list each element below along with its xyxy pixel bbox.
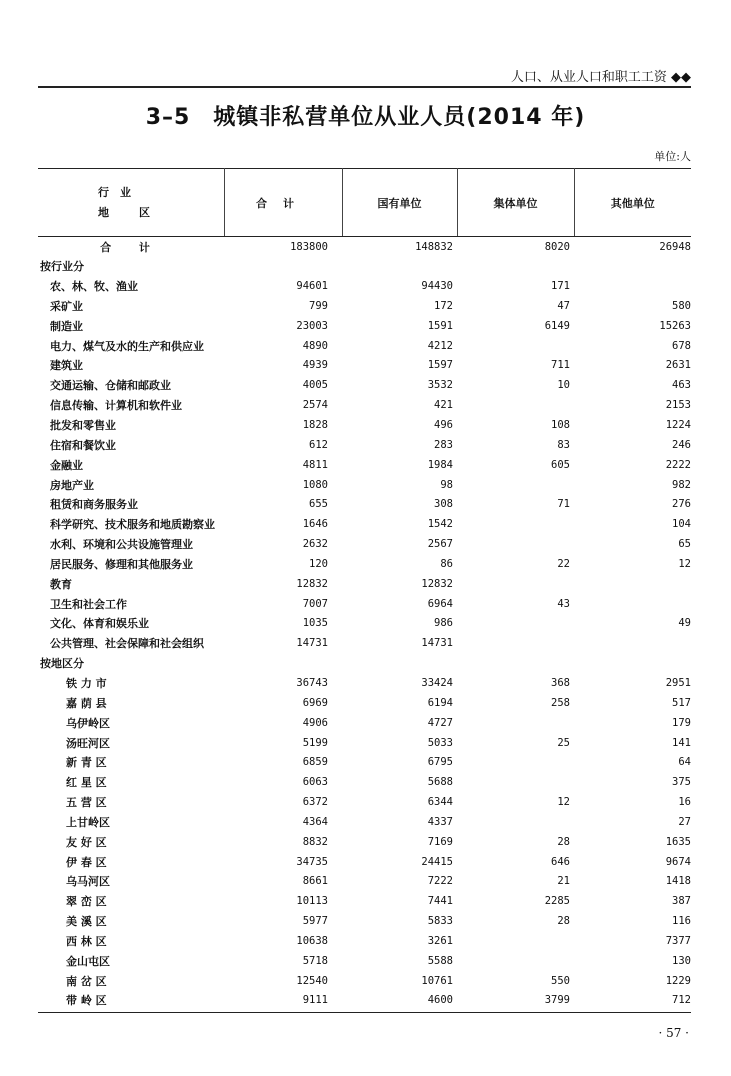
cell-total: 1035 xyxy=(302,617,328,630)
chapter-header: 人口、从业人口和职工工资 ◆◆ xyxy=(510,70,691,85)
row-label: 新 青 区 xyxy=(66,756,107,770)
cell-collective: 258 xyxy=(551,696,570,709)
cell-state: 6964 xyxy=(427,597,453,610)
cell-collective xyxy=(457,514,574,534)
row-label: 建筑业 xyxy=(50,359,83,373)
cell-total: 7007 xyxy=(302,597,328,610)
cell-collective xyxy=(457,772,574,792)
cell-total: 183800 xyxy=(290,240,328,253)
table-row xyxy=(38,256,691,276)
table-row xyxy=(38,653,691,673)
cell-state: 7222 xyxy=(427,875,453,888)
row-label: 五 营 区 xyxy=(66,796,107,810)
cell-total: 12832 xyxy=(296,577,328,590)
cell-collective: 21 xyxy=(557,875,570,888)
cell-collective xyxy=(457,812,574,832)
cell-collective: 171 xyxy=(551,280,570,293)
table-row xyxy=(38,514,691,534)
row-label: 乌伊岭区 xyxy=(66,716,110,730)
row-label: 水利、环境和公共设施管理业 xyxy=(50,538,193,552)
cell-state: 5033 xyxy=(427,736,453,749)
employment-table xyxy=(38,168,691,1010)
cell-state: 6795 xyxy=(427,756,453,769)
cell-total: 6969 xyxy=(302,696,328,709)
cell-collective: 28 xyxy=(557,915,570,928)
cell-total: 9111 xyxy=(302,994,328,1007)
cell-total: 10113 xyxy=(296,895,328,908)
cell-collective xyxy=(457,752,574,772)
row-label: 按地区分 xyxy=(40,657,84,671)
cell-other: 1635 xyxy=(665,835,691,848)
table-row xyxy=(38,494,691,514)
cell-total: 4364 xyxy=(302,815,328,828)
cell-state: 3261 xyxy=(427,934,453,947)
table-row xyxy=(38,713,691,733)
cell-collective: 3799 xyxy=(544,994,570,1007)
row-label: 批发和零售业 xyxy=(50,419,116,433)
cell-other: 130 xyxy=(672,954,691,967)
table-row xyxy=(38,733,691,753)
cell-collective: 368 xyxy=(551,676,570,689)
cell-state: 1591 xyxy=(427,319,453,332)
table-row xyxy=(38,931,691,951)
cell-collective: 550 xyxy=(551,974,570,987)
cell-other: 580 xyxy=(672,299,691,312)
cell-other: 26948 xyxy=(659,240,691,253)
row-label: 居民服务、修理和其他服务业 xyxy=(50,557,193,571)
cell-state: 5688 xyxy=(427,776,453,789)
cell-collective: 12 xyxy=(557,796,570,809)
row-label: 翠 峦 区 xyxy=(66,895,107,909)
cell-other: 12 xyxy=(678,557,691,570)
table-row xyxy=(38,693,691,713)
row-label: 按行业分 xyxy=(40,260,84,274)
cell-collective xyxy=(457,574,574,594)
table-row xyxy=(38,852,691,872)
cell-state: 5833 xyxy=(427,915,453,928)
table-row xyxy=(38,574,691,594)
page-number: · 57 · xyxy=(658,1026,689,1040)
cell-state: 283 xyxy=(434,438,453,451)
cell-collective xyxy=(457,534,574,554)
cell-state: 4727 xyxy=(427,716,453,729)
cell-total: 8661 xyxy=(302,875,328,888)
row-label: 合 计 xyxy=(100,240,162,254)
cell-state: 10761 xyxy=(421,974,453,987)
table-row xyxy=(38,633,691,653)
column-header-collective: 集体单位 xyxy=(457,169,574,237)
cell-total: 4811 xyxy=(302,458,328,471)
row-label: 红 星 区 xyxy=(66,776,107,790)
cell-state: 496 xyxy=(434,419,453,432)
cell-state: 86 xyxy=(440,557,453,570)
cell-other: 246 xyxy=(672,438,691,451)
cell-collective xyxy=(457,256,574,276)
cell-collective: 108 xyxy=(551,419,570,432)
cell-total: 120 xyxy=(309,557,328,570)
table-row xyxy=(38,812,691,832)
cell-other xyxy=(574,574,691,594)
cell-collective: 711 xyxy=(551,359,570,372)
row-label: 友 好 区 xyxy=(66,835,107,849)
table-row xyxy=(38,752,691,772)
cell-total xyxy=(224,653,342,673)
table-row xyxy=(38,276,691,296)
cell-collective xyxy=(457,713,574,733)
cell-state: 24415 xyxy=(421,855,453,868)
cell-collective: 10 xyxy=(557,379,570,392)
cell-state: 12832 xyxy=(421,577,453,590)
cell-other: 116 xyxy=(672,915,691,928)
cell-other xyxy=(574,653,691,673)
table-row xyxy=(38,475,691,495)
cell-state: 4600 xyxy=(427,994,453,1007)
cell-other: 276 xyxy=(672,498,691,511)
cell-total: 799 xyxy=(309,299,328,312)
cell-total: 94601 xyxy=(296,280,328,293)
cell-collective: 43 xyxy=(557,597,570,610)
cell-state: 2567 xyxy=(427,538,453,551)
cell-total: 5977 xyxy=(302,915,328,928)
cell-other: 104 xyxy=(672,518,691,531)
cell-collective: 22 xyxy=(557,557,570,570)
cell-other: 179 xyxy=(672,716,691,729)
cell-collective xyxy=(457,633,574,653)
cell-other: 65 xyxy=(678,538,691,551)
row-label: 教育 xyxy=(50,577,72,591)
cell-total: 4890 xyxy=(302,339,328,352)
table-row xyxy=(38,951,691,971)
row-label: 制造业 xyxy=(50,319,83,333)
cell-other: 678 xyxy=(672,339,691,352)
table-row xyxy=(38,673,691,693)
cell-state: 4337 xyxy=(427,815,453,828)
row-label: 伊 春 区 xyxy=(66,855,107,869)
cell-collective: 83 xyxy=(557,438,570,451)
cell-other xyxy=(574,276,691,296)
cell-collective: 605 xyxy=(551,458,570,471)
stub-header xyxy=(38,169,224,237)
table-row xyxy=(38,237,691,257)
cell-total: 612 xyxy=(309,438,328,451)
row-label: 租赁和商务服务业 xyxy=(50,498,138,512)
cell-total: 23003 xyxy=(296,319,328,332)
table-row xyxy=(38,772,691,792)
table-row xyxy=(38,534,691,554)
cell-collective xyxy=(457,931,574,951)
cell-other: 27 xyxy=(678,815,691,828)
cell-total: 12540 xyxy=(296,974,328,987)
table-row xyxy=(38,435,691,455)
cell-state: 1984 xyxy=(427,458,453,471)
table-row xyxy=(38,971,691,991)
cell-other xyxy=(574,633,691,653)
row-label: 铁 力 市 xyxy=(66,676,107,690)
cell-state: 5588 xyxy=(427,954,453,967)
table-row xyxy=(38,395,691,415)
table-row xyxy=(38,832,691,852)
cell-total: 5199 xyxy=(302,736,328,749)
unit-label: 单位:人 xyxy=(654,150,691,163)
page-title: 3–5 城镇非私营单位从业人员(2014 年) xyxy=(145,105,586,130)
cell-other: 15263 xyxy=(659,319,691,332)
row-label: 乌马河区 xyxy=(66,875,110,889)
cell-collective: 25 xyxy=(557,736,570,749)
cell-other: 463 xyxy=(672,379,691,392)
table-row xyxy=(38,891,691,911)
table-row xyxy=(38,296,691,316)
cell-total: 5718 xyxy=(302,954,328,967)
cell-total: 6372 xyxy=(302,796,328,809)
cell-other: 2222 xyxy=(665,458,691,471)
cell-collective xyxy=(457,336,574,356)
cell-total xyxy=(224,256,342,276)
cell-state: 98 xyxy=(440,478,453,491)
cell-state: 94430 xyxy=(421,280,453,293)
cell-total: 6063 xyxy=(302,776,328,789)
cell-other: 1224 xyxy=(665,419,691,432)
row-label: 美 溪 区 xyxy=(66,915,107,929)
cell-collective: 28 xyxy=(557,835,570,848)
cell-total: 10638 xyxy=(296,934,328,947)
table-row xyxy=(38,455,691,475)
cell-collective: 646 xyxy=(551,855,570,868)
cell-state: 1597 xyxy=(427,359,453,372)
cell-total: 1080 xyxy=(302,478,328,491)
cell-other: 517 xyxy=(672,696,691,709)
cell-collective: 2285 xyxy=(544,895,570,908)
cell-other: 49 xyxy=(678,617,691,630)
column-header-other: 其他单位 xyxy=(574,169,691,237)
cell-other: 982 xyxy=(672,478,691,491)
cell-state: 3532 xyxy=(427,379,453,392)
table-row xyxy=(38,356,691,376)
row-label: 汤旺河区 xyxy=(66,736,110,750)
cell-state: 308 xyxy=(434,498,453,511)
row-label: 科学研究、技术服务和地质勘察业 xyxy=(50,518,215,532)
cell-state: 4212 xyxy=(427,339,453,352)
row-label: 信息传输、计算机和软件业 xyxy=(50,399,182,413)
table-row xyxy=(38,872,691,892)
table-row xyxy=(38,415,691,435)
cell-state xyxy=(342,256,457,276)
cell-total: 4939 xyxy=(302,359,328,372)
cell-other: 387 xyxy=(672,895,691,908)
cell-collective xyxy=(457,475,574,495)
row-label: 嘉 荫 县 xyxy=(66,696,107,710)
cell-total: 4005 xyxy=(302,379,328,392)
cell-state xyxy=(342,653,457,673)
cell-other: 2631 xyxy=(665,359,691,372)
cell-total: 8832 xyxy=(302,835,328,848)
table-row xyxy=(38,554,691,574)
cell-collective: 8020 xyxy=(544,240,570,253)
row-label: 文化、体育和娱乐业 xyxy=(50,617,149,631)
cell-collective xyxy=(457,653,574,673)
cell-collective xyxy=(457,395,574,415)
table-body xyxy=(38,237,691,1011)
header-rule xyxy=(38,86,691,88)
row-label: 采矿业 xyxy=(50,299,83,313)
cell-total: 1646 xyxy=(302,518,328,531)
table-row xyxy=(38,792,691,812)
row-label: 金融业 xyxy=(50,458,83,472)
stub-header-industry: 行 业 xyxy=(98,185,131,199)
cell-other: 7377 xyxy=(665,934,691,947)
table-row xyxy=(38,991,691,1011)
cell-total: 2574 xyxy=(302,399,328,412)
row-label: 住宿和餐饮业 xyxy=(50,438,116,452)
cell-other: 141 xyxy=(672,736,691,749)
cell-other xyxy=(574,256,691,276)
table-row xyxy=(38,911,691,931)
cell-state: 986 xyxy=(434,617,453,630)
cell-state: 421 xyxy=(434,399,453,412)
row-label: 电力、煤气及水的生产和供应业 xyxy=(50,339,204,353)
table-header-row xyxy=(38,169,691,237)
cell-collective xyxy=(457,951,574,971)
row-label: 南 岔 区 xyxy=(66,974,107,988)
stub-header-region: 地区 xyxy=(98,205,180,219)
cell-total: 655 xyxy=(309,498,328,511)
row-label: 公共管理、社会保障和社会组织 xyxy=(50,637,204,651)
cell-collective: 47 xyxy=(557,299,570,312)
cell-state: 6344 xyxy=(427,796,453,809)
cell-other: 1229 xyxy=(665,974,691,987)
row-label: 房地产业 xyxy=(50,478,94,492)
cell-state: 6194 xyxy=(427,696,453,709)
table-row xyxy=(38,375,691,395)
cell-other: 2951 xyxy=(665,676,691,689)
cell-total: 4906 xyxy=(302,716,328,729)
table-row xyxy=(38,316,691,336)
cell-collective xyxy=(457,614,574,634)
cell-other xyxy=(574,594,691,614)
cell-state: 7441 xyxy=(427,895,453,908)
cell-other: 1418 xyxy=(665,875,691,888)
bottom-rule xyxy=(38,1012,691,1013)
row-label: 西 林 区 xyxy=(66,934,107,948)
cell-state: 14731 xyxy=(421,637,453,650)
column-header-state: 国有单位 xyxy=(342,169,457,237)
table-row xyxy=(38,336,691,356)
cell-other: 375 xyxy=(672,776,691,789)
cell-total: 6859 xyxy=(302,756,328,769)
row-label: 农、林、牧、渔业 xyxy=(50,280,138,294)
cell-state: 33424 xyxy=(421,676,453,689)
cell-state: 1542 xyxy=(427,518,453,531)
cell-other: 2153 xyxy=(665,399,691,412)
cell-total: 2632 xyxy=(302,538,328,551)
cell-state: 7169 xyxy=(427,835,453,848)
cell-collective: 71 xyxy=(557,498,570,511)
table-row xyxy=(38,614,691,634)
column-header-total: 合计 xyxy=(224,169,342,237)
cell-collective: 6149 xyxy=(544,319,570,332)
row-label: 卫生和社会工作 xyxy=(50,597,127,611)
cell-state: 172 xyxy=(434,299,453,312)
row-label: 上甘岭区 xyxy=(66,815,110,829)
cell-total: 1828 xyxy=(302,419,328,432)
cell-other: 9674 xyxy=(665,855,691,868)
cell-total: 34735 xyxy=(296,855,328,868)
row-label: 金山屯区 xyxy=(66,954,110,968)
cell-total: 14731 xyxy=(296,637,328,650)
cell-other: 712 xyxy=(672,994,691,1007)
cell-other: 16 xyxy=(678,796,691,809)
cell-state: 148832 xyxy=(415,240,453,253)
table-row xyxy=(38,594,691,614)
row-label: 带 岭 区 xyxy=(66,994,107,1008)
cell-other: 64 xyxy=(678,756,691,769)
row-label: 交通运输、仓储和邮政业 xyxy=(50,379,171,393)
cell-total: 36743 xyxy=(296,676,328,689)
